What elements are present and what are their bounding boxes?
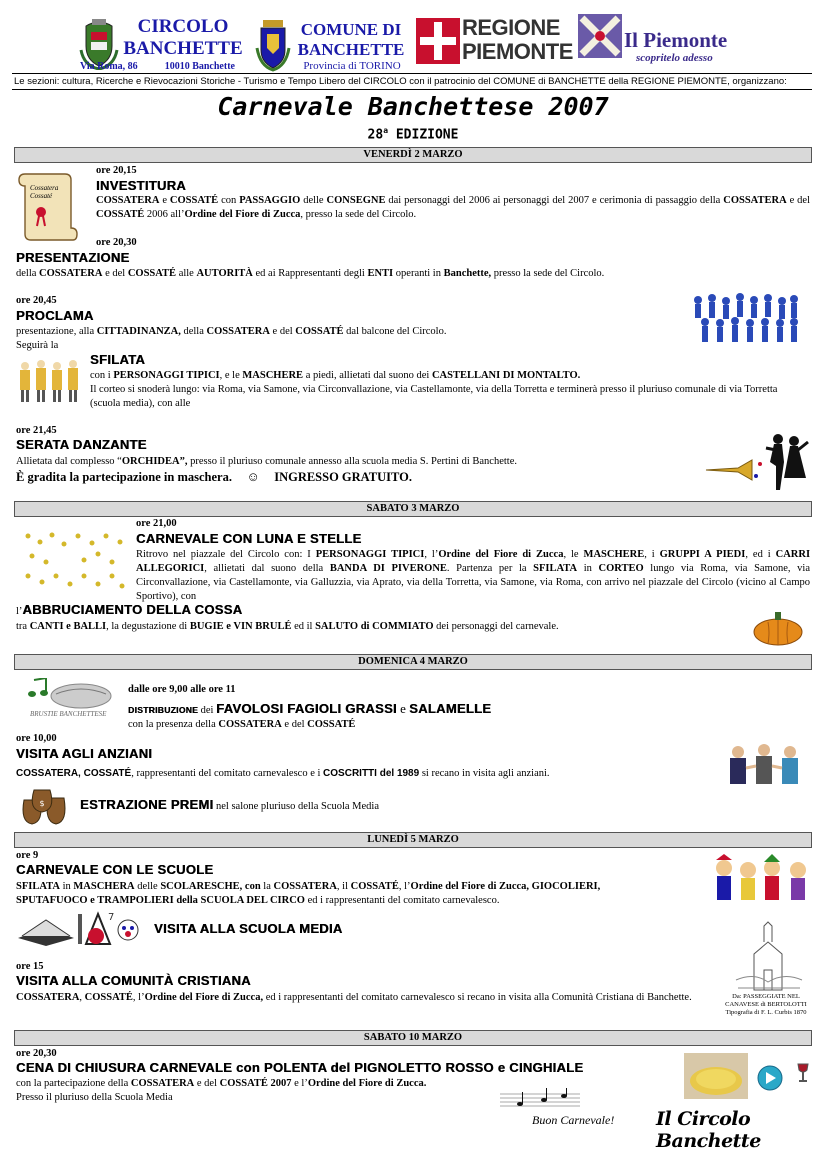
text-presentazione: della COSSATERA e del COSSATÉ alle AUTORITÀ ed ai Rappresentanti degli ENTI operanti in Banchette, presso la sede del Circolo.: [16, 268, 605, 279]
text-fagioli-presenza: con la presenza della COSSATERA e del COSSATÉ: [128, 719, 356, 730]
comune-province: Provincia di TORINO: [303, 60, 401, 72]
polenta-icon: [684, 1053, 748, 1099]
text-investitura: COSSATERA e COSSATÉ con PASSAGGIO delle CONSEGNE dai personaggi del 2006 ai personaggi del 2007 e cerimonia di passaggio della COSSATERA e del COSSATÉ 2006 all’Ordine del Fiore di Zucca, presso la sede del Circolo.: [96, 195, 810, 220]
pumpkin-icon: [752, 610, 804, 646]
comune-shield-icon: [254, 18, 292, 72]
church-caption: Da: PASSEGGIATE NEL CANAVESE di BERTOLOTTI Tipografia di F. L. Curbis 1870: [725, 993, 807, 1016]
time-serata: ore 21,45: [16, 425, 57, 436]
regione-name-line2: PIEMONTE: [462, 39, 573, 64]
circolo-name-line1: CIRCOLO: [137, 16, 229, 37]
time-anziani: ore 10,00: [16, 733, 57, 744]
school-items-icon: [16, 908, 146, 948]
title-anziani: VISITA AGLI ANZIANI: [16, 746, 153, 761]
scroll-caption: Cossatera Cossaté: [30, 184, 59, 200]
text-serata: Allietata dal complesso “ORCHIDEA”, presso il pluriuso comunale annesso alla scuola media S. Pertini di Banchette.: [16, 456, 517, 467]
scroll-icon: [15, 168, 79, 244]
time-luna: ore 21,00: [136, 518, 177, 529]
time-investitura: ore 20,15: [96, 165, 137, 176]
title-presentazione: PRESENTAZIONE: [16, 250, 130, 265]
title-serata: SERATA DANZANTE: [16, 437, 147, 452]
parade-icon: [16, 356, 82, 406]
comune-name-line2: BANCHETTE: [297, 40, 405, 59]
intro-line: Le sezioni: cultura, Ricerche e Rievocazioni Storiche - Turismo e Tempo Libero del CIRCOLO con il patrocinio del COMUNE di BANCHETTE della REGIONE PIEMONTE, organizzano:: [14, 76, 787, 87]
day-band-sabato-10: SABATO 10 MARZO: [14, 1030, 812, 1046]
day-band-lunedi: LUNEDÌ 5 MARZO: [14, 832, 812, 848]
regione-name-line1: REGIONE: [462, 15, 560, 40]
piemonte-slogan: scopritelo adesso: [636, 52, 713, 64]
text-luna: Ritrovo nel piazzale del Circolo con: I PERSONAGGI TIPICI, l’Ordine del Fiore di Zucca, le MASCHERE, i GRUPPI A PIEDI, ed i CARRI ALLEGORICI, allietati dal suono della BANDA DI PIVERONE. Partenza per la SFILATA in CORTEO lungo via Roma, via Samone, via Circonvallazione, via Castellamonte, via Galluzzia, via Aprato, via della Torretta, via Samone, via Roma, con arrivo nel piazzale del Circolo (vicino al Campo Sportivo), con: [136, 549, 811, 602]
footer-greeting: Buon Carnevale!: [532, 1113, 615, 1127]
text-anziani: COSSATERA, COSSATÉ, rappresentanti del comitato carnevalesco e i COSCRITTI del 1989 si recano in visita agli anziani.: [16, 768, 550, 779]
title-cossa: l’ABBRUCIAMENTO DELLA COSSA: [16, 602, 243, 617]
dance-couple-icon: [762, 432, 810, 492]
time-comunita: ore 15: [16, 961, 44, 972]
text-premi: ESTRAZIONE PREMI nel salone pluriuso della Scuola Media: [80, 797, 380, 812]
regione-flag-icon: [416, 18, 460, 64]
text-sfilata: con i PERSONAGGI TIPICI, e le MASCHERE a piedi, allietati dal suono dei CASTELLANI DI MONTALTO.: [90, 370, 581, 381]
church-drawing-icon: [734, 920, 804, 992]
page-title: Carnevale Banchettese 2007: [217, 92, 609, 121]
time-scuole: ore 9: [16, 850, 39, 861]
title-luna: CARNEVALE CON LUNA E STELLE: [136, 531, 362, 546]
circolo-address: Via Roma, 86: [80, 61, 138, 72]
music-staff-icon: [500, 1088, 580, 1110]
day-band-sabato-3: SABATO 3 MARZO: [14, 501, 812, 517]
circolo-cap: 10010 Banchette: [164, 61, 235, 72]
mask-icon: ☺: [246, 469, 260, 484]
day-band-domenica: DOMENICA 4 MARZO: [14, 654, 812, 670]
time-presentazione: ore 20,30: [96, 237, 137, 248]
title-media: VISITA ALLA SCUOLA MEDIA: [154, 921, 343, 936]
title-comunita: VISITA ALLA COMUNITÀ CRISTIANA: [16, 973, 251, 988]
text-fagioli: DISTRIBUZIONE dei FAVOLOSI FAGIOLI GRASSI e SALAMELLE: [128, 701, 492, 716]
play-button-icon: [757, 1065, 783, 1091]
text-cossa: tra CANTI e BALLI, la degustazione di BUGIE e VIN BRULÉ ed il SALUTO di COMMIATO dei personaggi del carnevale.: [16, 621, 559, 632]
time-proclama: ore 20,45: [16, 295, 57, 306]
text-proclama: presentazione, alla CITTADINANZA, della COSSATERA e del COSSATÉ dal balcone del Circolo. Seguirà la: [16, 326, 447, 351]
piemonte-name: Il Piemonte: [624, 28, 728, 52]
text-serata-maschera: È gradita la partecipazione in maschera. ☺ INGRESSO GRATUITO.: [16, 469, 412, 484]
time-cena: ore 20,30: [16, 1048, 57, 1059]
piemonte-logo-icon: [576, 12, 624, 60]
title-proclama: PROCLAMA: [16, 308, 94, 323]
svg-text:$: $: [39, 799, 45, 808]
text-scuole: SFILATA in MASCHERA delle SCOLARESCHE, con la COSSATERA, il COSSATÉ, l’Ordine del Fiore di Zucca, GIOCOLIERI, SPUTAFUOCO e TRAMPOLIERI della SCUOLA DEL CIRCO ed i rappresentanti del comitato carnevalesco.: [16, 881, 601, 906]
sacks-icon: [18, 786, 72, 826]
svg-text:7: 7: [108, 912, 115, 923]
title-sfilata: SFILATA: [90, 352, 146, 367]
text-sfilata-route: Il corteo si snoderà lungo: via Roma, via Samone, via Circonvallazione, via Castellamonte, via della Torretta e terminerà presso il pluriuso comunale di via Torretta (scuola media), con alle: [90, 384, 778, 409]
title-investitura: INVESTITURA: [96, 178, 186, 193]
day-band-venerdi: VENERDÌ 2 MARZO: [14, 147, 812, 163]
comune-name-line1: COMUNE DI: [300, 20, 402, 39]
text-cena: con la partecipazione della COSSATERA e del COSSATÉ 2007 e l’Ordine del Fiore di Zucca. Presso il pluriuso della Scuola Media: [16, 1078, 427, 1103]
fagioli-caption: BRUSTIE BANCHETTESE: [30, 710, 107, 718]
title-scuole: CARNEVALE CON LE SCUOLE: [16, 862, 214, 877]
text-comunita: COSSATERA, COSSATÉ, l’Ordine del Fiore di Zucca, ed i rappresentanti del comitato carnevalesco si recano in visita alla Comunità Cristiana di Banchette.: [16, 992, 692, 1003]
title-cena: CENA DI CHIUSURA CARNEVALE con POLENTA del PIGNOLETTO ROSSO e CINGHIALE: [16, 1060, 584, 1075]
stars-moon-icon: [22, 530, 126, 592]
handshake-icon: [724, 744, 806, 788]
time-fagioli: dalle ore 9,00 alle ore 11: [128, 684, 236, 695]
circolo-name-line2: BANCHETTE: [123, 38, 243, 59]
crowd-icon: [690, 292, 802, 344]
trumpet-icon: [704, 456, 764, 482]
edition: 28$^a$ EDIZIONE: [367, 126, 459, 143]
wine-icon: [796, 1062, 810, 1084]
clowns-icon: [712, 854, 812, 902]
footer-signature: Il Circolo Banchette: [656, 1108, 761, 1152]
